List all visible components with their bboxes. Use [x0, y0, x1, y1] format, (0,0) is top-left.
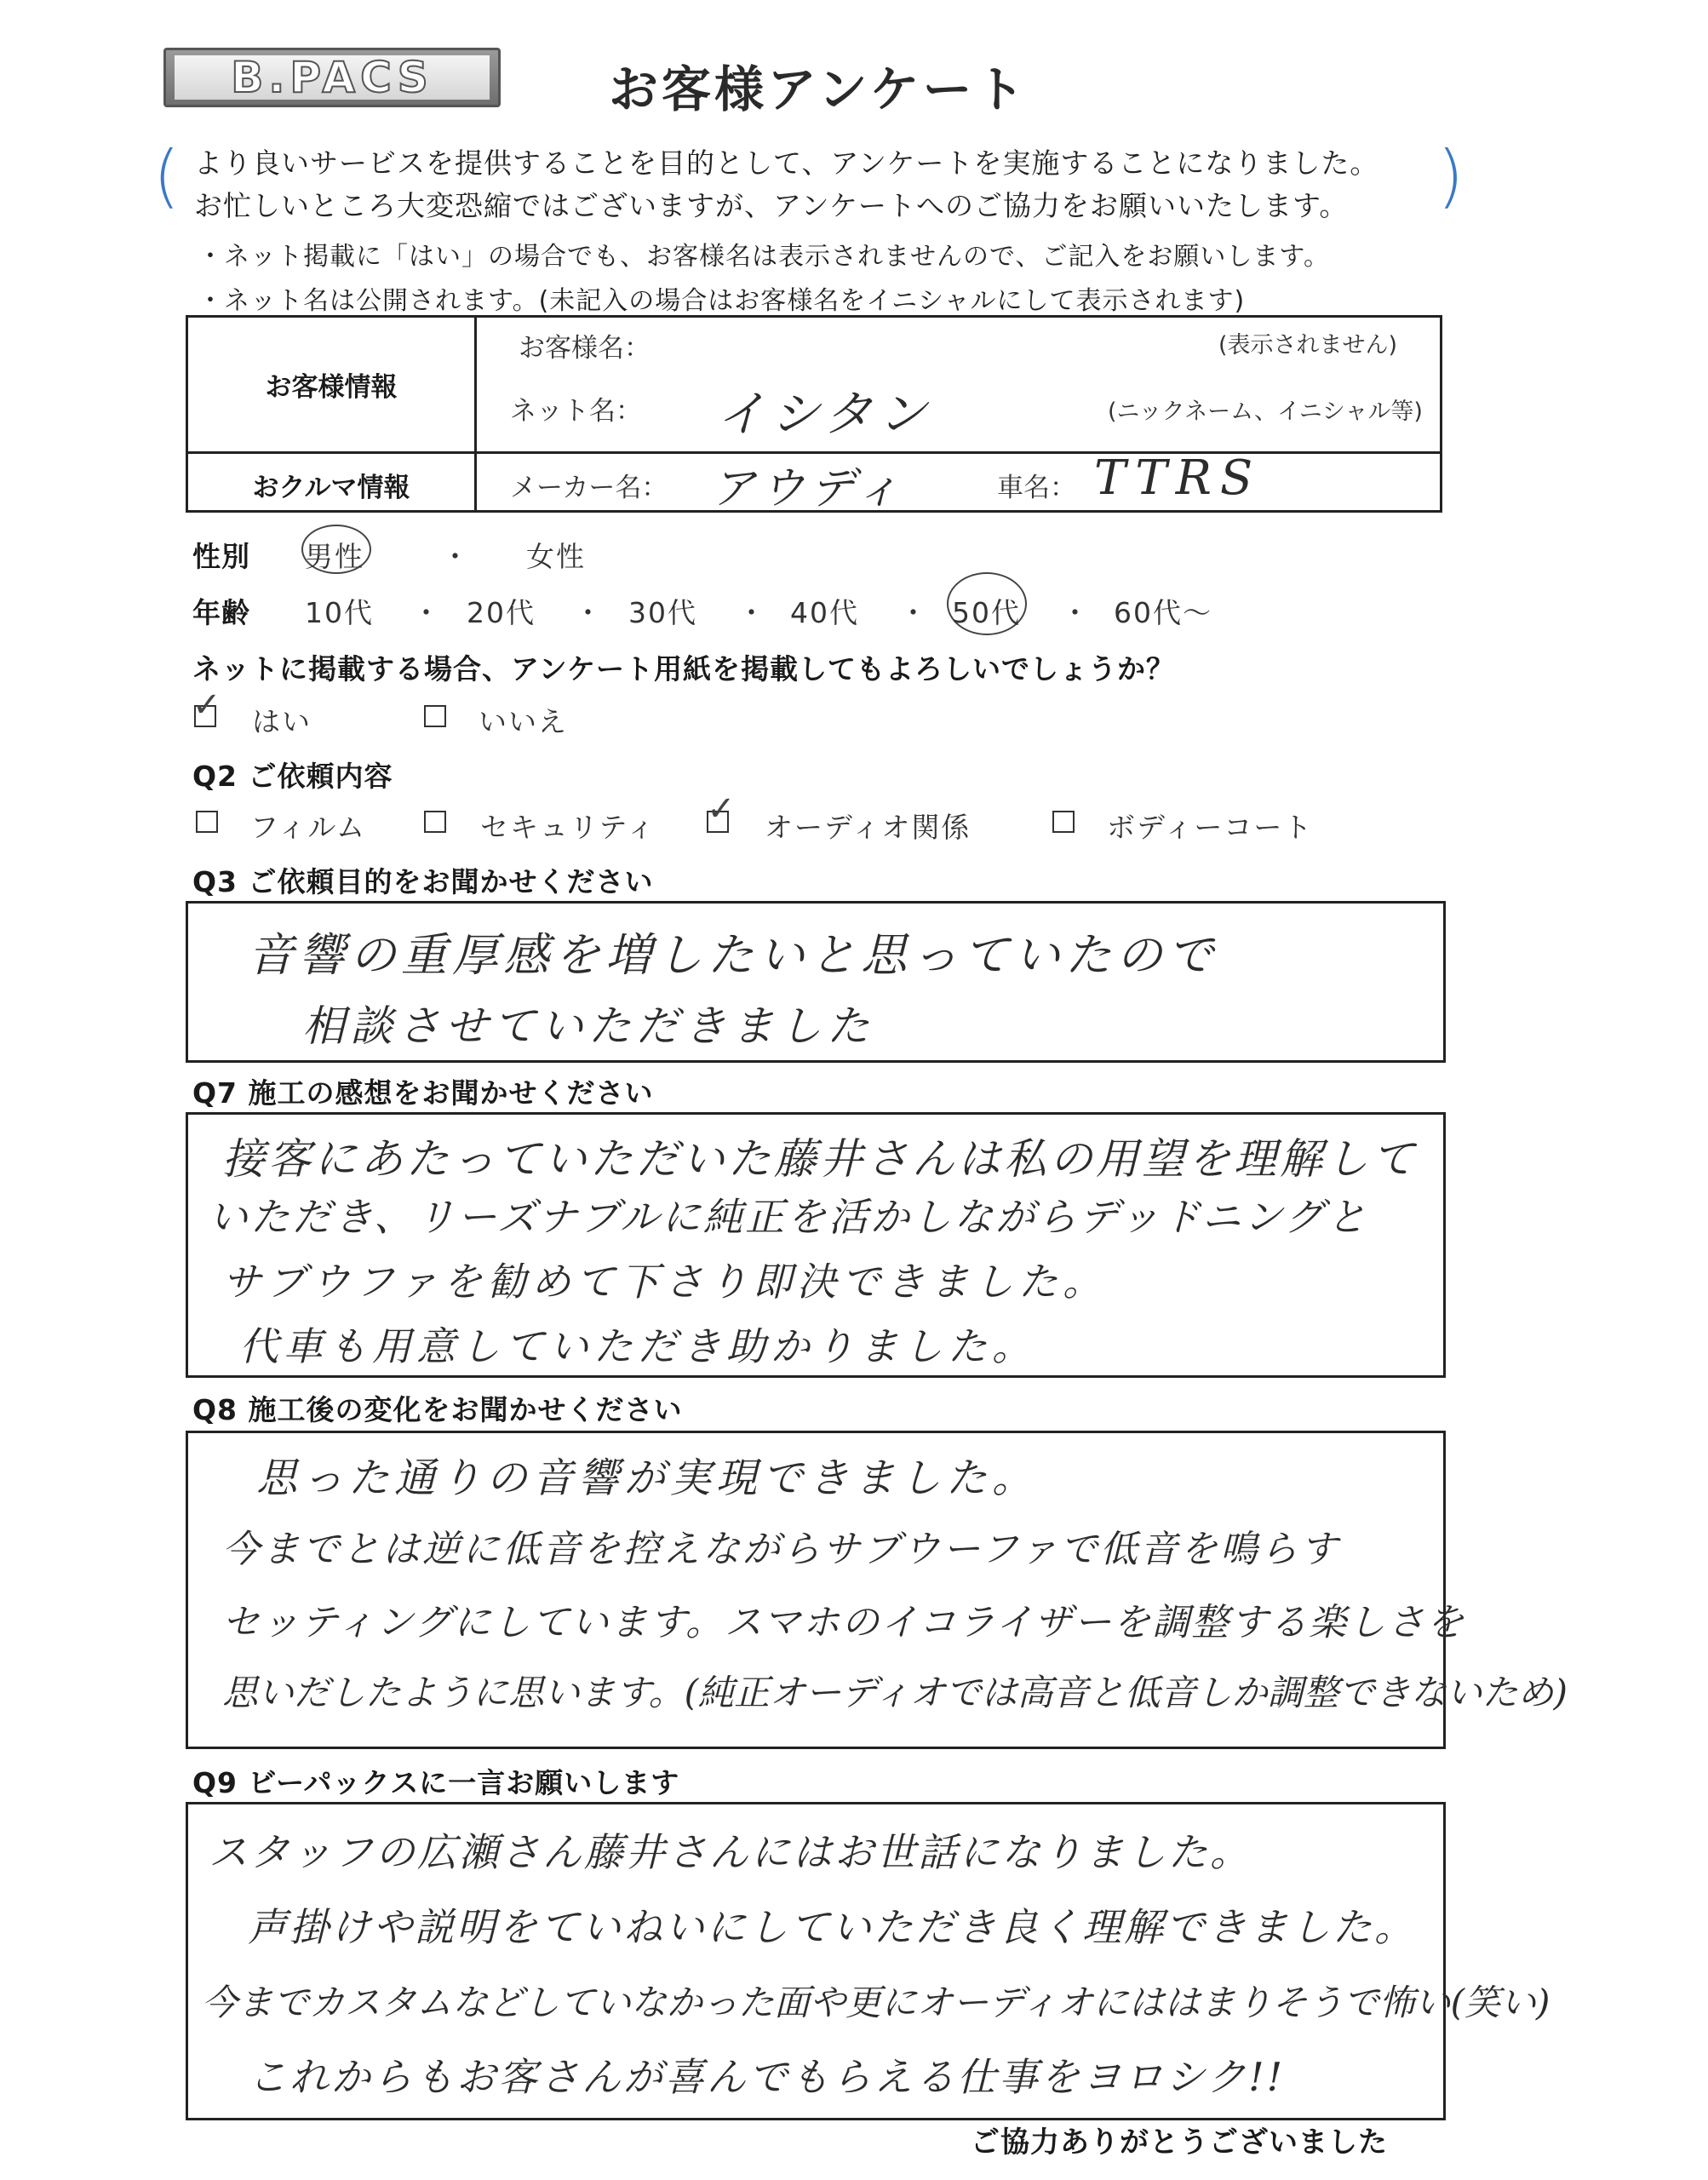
net-name-note: (ニックネーム、イニシャル等): [1108, 399, 1423, 425]
q9-answer-line: 声掛けや説明をていねいにしていただき良く理解できました。: [248, 1904, 1416, 1950]
age-option-20s[interactable]: 20代: [467, 596, 536, 629]
age-option-40s[interactable]: 40代: [790, 596, 859, 629]
checkmark-icon: ✓: [707, 789, 736, 829]
age-separator: ・: [1061, 596, 1091, 629]
gender-option-female[interactable]: 女性: [526, 540, 586, 573]
q2-question: Q2 ご依頼内容: [192, 760, 393, 793]
q2-film-label: フィルム: [250, 811, 367, 844]
q2-bodycoat-label: ボディーコート: [1107, 811, 1314, 844]
left-bracket: (: [153, 136, 181, 215]
publish-no-checkbox[interactable]: [424, 705, 446, 727]
q3-question: Q3 ご依頼目的をお聞かせください: [192, 865, 654, 898]
q8-answer-line: 今までとは逆に低音を控えながらサブウーファで低音を鳴らす: [222, 1528, 1340, 1571]
q7-answer-box[interactable]: [186, 1112, 1446, 1378]
q7-question: Q7 施工の感想をお聞かせください: [192, 1076, 654, 1110]
q2-audio-label: オーディオ関係: [765, 811, 971, 844]
publish-question: ネットに掲載する場合、アンケート用紙を掲載してもよろしいでしょうか？: [192, 652, 1176, 686]
q2-security-label: セキュリティ: [480, 811, 656, 844]
age-label: 年齢: [192, 596, 250, 629]
q2-security-checkbox[interactable]: [424, 811, 446, 833]
q8-question: Q8 施工後の変化をお聞かせください: [192, 1393, 683, 1426]
car-name-value[interactable]: TTRS: [1094, 450, 1262, 506]
q7-answer-line: いただき、リーズナブルに純正を活かしながらデッドニングと: [209, 1194, 1369, 1240]
q8-answer-line: 思った通りの音響が実現できました。: [256, 1454, 1039, 1502]
q9-answer-line: これからもお客さんが喜んでもらえる仕事をヨロシク!!: [248, 2054, 1286, 2100]
gender-separator: ・: [441, 540, 471, 573]
q9-answer-line: スタッフの広瀬さん藤井さんにはお世話になりました。: [209, 1829, 1252, 1875]
gender-label: 性別: [192, 540, 250, 573]
q7-answer-line: 接客にあたっていただいた藤井さんは私の用望を理解して: [222, 1134, 1418, 1184]
q3-answer-box[interactable]: [186, 901, 1446, 1063]
maker-value[interactable]: アウディ: [711, 463, 905, 514]
thank-you-message: ご協力ありがとうございました: [971, 2126, 1388, 2160]
q9-answer-box[interactable]: [186, 1802, 1550, 2120]
age-separator: ・: [412, 596, 442, 629]
q7-answer-line: 代車も用意していただき助かりました。: [239, 1323, 1036, 1369]
q8-answer-box[interactable]: [186, 1431, 1568, 1749]
age-separator: ・: [737, 596, 767, 629]
customer-info-label: お客様情報: [265, 372, 398, 403]
age-separator: ・: [899, 596, 929, 629]
customer-name-label: お客様名：: [519, 333, 651, 364]
info-table: [186, 315, 1442, 513]
note-line-2: ・ネット名は公開されます。(未記入の場合はお客様名をイニシャルにして表示されます): [198, 286, 1246, 316]
car-info-label: おクルマ情報: [252, 473, 410, 503]
net-name-value[interactable]: イシタン: [716, 385, 932, 443]
publish-yes-label: はい: [252, 705, 312, 738]
age-option-60s[interactable]: 60代〜: [1114, 596, 1212, 629]
customer-name-note: (表示されません): [1218, 332, 1398, 359]
q2-bodycoat-checkbox[interactable]: [1052, 811, 1075, 833]
bpacs-logo: [163, 48, 501, 107]
page-title: お客様アンケート: [609, 60, 1029, 118]
net-name-label: ネット名：: [510, 396, 642, 427]
q9-answer-line: 今までカスタムなどしていなかった面や更にオーディオにははまりそうで怖い(笑い): [202, 1982, 1550, 2023]
q3-answer-line: 相談させていただきました: [302, 1001, 874, 1051]
q2-film-checkbox[interactable]: [196, 811, 218, 833]
age-option-30s[interactable]: 30代: [628, 596, 697, 629]
intro-line-1: より良いサービスを提供することを目的として、アンケートを実施することになりました。: [194, 146, 1379, 180]
checkmark-icon: ✓: [192, 686, 221, 725]
maker-label: メーカー名：: [510, 473, 668, 503]
age-option-10s[interactable]: 10代: [305, 596, 374, 629]
age-option-50s[interactable]: 50代: [952, 596, 1021, 629]
right-bracket: ): [1437, 136, 1464, 215]
intro-line-2: お忙しいところ大変恐縮ではございますが、アンケートへのご協力をお願いいたします。: [194, 189, 1349, 222]
q3-answer-line: 音響の重厚感を増したいと思っていたので: [248, 928, 1218, 982]
q9-question: Q9 ビーパックスに一言お願いします: [192, 1766, 680, 1799]
publish-no-label: いいえ: [479, 705, 568, 738]
note-line-1: ・ネット掲載に「はい」の場合でも、お客様名は表示されませんので、ご記入をお願いします。: [198, 242, 1330, 272]
q7-answer-line: サブウファを勧めて下さり即決できました。: [222, 1259, 1108, 1305]
logo-text: B.PACS: [175, 55, 490, 100]
car-name-label: 車名：: [997, 473, 1076, 503]
q8-answer-line: 思いだしたように思います。(純正オーディオでは高音と低音しか調整できないため): [222, 1672, 1568, 1713]
age-separator: ・: [574, 596, 604, 629]
gender-option-male[interactable]: 男性: [305, 540, 364, 573]
q8-answer-line: セッティングにしています。スマホのイコライザーを調整する楽しさを: [222, 1601, 1466, 1644]
